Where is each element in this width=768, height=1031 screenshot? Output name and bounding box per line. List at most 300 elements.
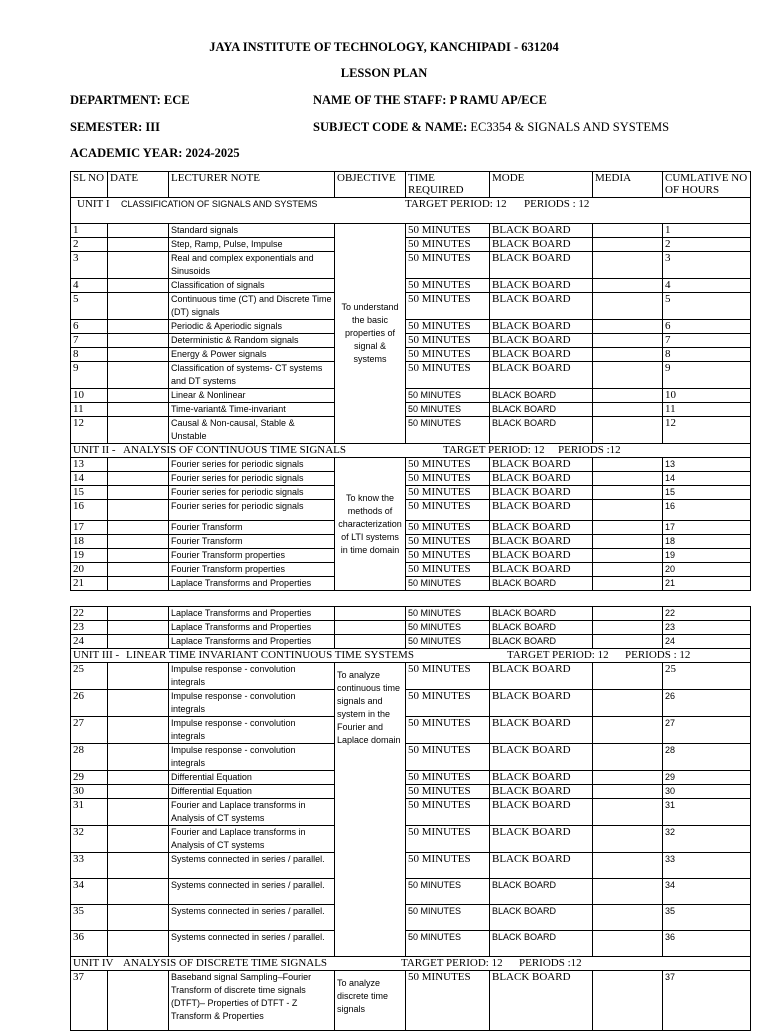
unit-target: TARGET PERIOD: 12	[443, 444, 545, 456]
table-row	[71, 486, 751, 500]
lecture-note: Causal & Non-causal, Stable & Unstable	[169, 417, 335, 444]
cumulative-hours: 35	[663, 905, 751, 931]
time-required: 50 MINUTES	[406, 472, 490, 486]
mode-cell: BLACK BOARD	[490, 348, 593, 362]
lecture-note: Fourier series for periodic signals	[169, 500, 335, 521]
unit-row	[71, 198, 751, 224]
sl-no: 17	[71, 521, 108, 535]
date-cell	[108, 717, 169, 744]
mode-cell: BLACK BOARD	[490, 320, 593, 334]
time-required: 50 MINUTES	[406, 224, 490, 238]
date-cell	[108, 535, 169, 549]
date-cell	[108, 853, 169, 879]
media-cell	[593, 931, 663, 957]
col-objective: OBJECTIVE	[335, 172, 406, 198]
media-cell	[593, 458, 663, 472]
lecture-note: Step, Ramp, Pulse, Impulse	[169, 238, 335, 252]
unit-row	[71, 444, 751, 458]
mode-cell: BLACK BOARD	[490, 334, 593, 348]
unit-title: UNIT III -	[73, 649, 120, 661]
media-cell	[593, 879, 663, 905]
sl-no: 5	[71, 293, 108, 320]
time-required: 50 MINUTES	[406, 320, 490, 334]
sl-no: 28	[71, 744, 108, 771]
media-cell	[593, 577, 663, 591]
time-required: 50 MINUTES	[406, 635, 490, 649]
col-cumulative: CUMLATIVE NO OF HOURS	[663, 172, 751, 198]
sl-no: 26	[71, 690, 108, 717]
lecture-note: Fourier Transform	[169, 535, 335, 549]
sl-no: 29	[71, 771, 108, 785]
media-cell	[593, 826, 663, 853]
media-cell	[593, 663, 663, 690]
cumulative-hours: 25	[663, 663, 751, 690]
date-cell	[108, 252, 169, 279]
cumulative-hours: 33	[663, 853, 751, 879]
sl-no: 30	[71, 785, 108, 799]
unit-heading	[71, 444, 751, 458]
table-row	[71, 320, 751, 334]
lesson-plan-table-1	[70, 171, 751, 591]
table-row	[71, 663, 751, 690]
media-cell	[593, 293, 663, 320]
time-required: 50 MINUTES	[406, 744, 490, 771]
time-required: 50 MINUTES	[406, 799, 490, 826]
date-cell	[108, 577, 169, 591]
time-required: 50 MINUTES	[406, 348, 490, 362]
unit-title: UNIT I	[77, 198, 110, 210]
unit-heading	[71, 649, 751, 663]
table-row	[71, 334, 751, 348]
media-cell	[593, 334, 663, 348]
department-label: DEPARTMENT: ECE	[70, 93, 190, 107]
cumulative-hours: 30	[663, 785, 751, 799]
time-required: 50 MINUTES	[406, 389, 490, 403]
mode-cell: BLACK BOARD	[490, 238, 593, 252]
unit-target: TARGET PERIOD: 12	[405, 198, 507, 210]
mode-cell: BLACK BOARD	[490, 905, 593, 931]
table-row	[71, 224, 751, 238]
mode-cell: BLACK BOARD	[490, 879, 593, 905]
time-required: 50 MINUTES	[406, 521, 490, 535]
time-required: 50 MINUTES	[406, 458, 490, 472]
media-cell	[593, 279, 663, 293]
date-cell	[108, 931, 169, 957]
time-required: 50 MINUTES	[406, 549, 490, 563]
date-cell	[108, 785, 169, 799]
mode-cell: BLACK BOARD	[490, 549, 593, 563]
sl-no: 14	[71, 472, 108, 486]
col-time: TIME REQUIRED	[406, 172, 490, 198]
cumulative-hours: 36	[663, 931, 751, 957]
table-row	[71, 472, 751, 486]
mode-cell: BLACK BOARD	[490, 971, 593, 1031]
lecture-note: Laplace Transforms and Properties	[169, 635, 335, 649]
date-cell	[108, 238, 169, 252]
date-cell	[108, 417, 169, 444]
lecture-note: Baseband signal Sampling–Fourier Transform of discrete time signals (DTFT)– Properties of DTFT - Z Transform & Properties	[169, 971, 335, 1031]
lecture-note: Fourier series for periodic signals	[169, 472, 335, 486]
cumulative-hours: 14	[663, 472, 751, 486]
date-cell	[108, 635, 169, 649]
lecture-note: Impulse response - convolution integrals	[169, 690, 335, 717]
media-cell	[593, 607, 663, 621]
lecture-note: Standard signals	[169, 224, 335, 238]
mode-cell: BLACK BOARD	[490, 744, 593, 771]
mode-cell: BLACK BOARD	[490, 931, 593, 957]
media-cell	[593, 549, 663, 563]
cumulative-hours: 17	[663, 521, 751, 535]
date-cell	[108, 744, 169, 771]
date-cell	[108, 486, 169, 500]
lecture-note: Deterministic & Random signals	[169, 334, 335, 348]
subject-code-name	[313, 120, 669, 135]
cumulative-hours: 19	[663, 549, 751, 563]
objective-cell: To analyze continuous time signals and system in the Fourier and Laplace domain	[335, 663, 406, 957]
media-cell	[593, 238, 663, 252]
sl-no: 35	[71, 905, 108, 931]
unit-1-heading	[71, 198, 751, 224]
media-cell	[593, 252, 663, 279]
subject-label: SUBJECT CODE & NAME:	[313, 120, 468, 134]
table-row	[71, 744, 751, 771]
time-required: 50 MINUTES	[406, 663, 490, 690]
lecture-note: Impulse response - convolution integrals	[169, 744, 335, 771]
table-header-row	[71, 172, 751, 198]
media-cell	[593, 905, 663, 931]
media-cell	[593, 717, 663, 744]
cumulative-hours: 15	[663, 486, 751, 500]
mode-cell: BLACK BOARD	[490, 472, 593, 486]
media-cell	[593, 521, 663, 535]
table-row	[71, 563, 751, 577]
sl-no: 18	[71, 535, 108, 549]
time-required: 50 MINUTES	[406, 334, 490, 348]
media-cell	[593, 853, 663, 879]
media-cell	[593, 389, 663, 403]
table-row	[71, 799, 751, 826]
date-cell	[108, 826, 169, 853]
table-row	[71, 577, 751, 591]
unit-periods: PERIODS : 12	[524, 198, 590, 210]
unit-periods: PERIODS :12	[519, 957, 582, 969]
cumulative-hours: 11	[663, 403, 751, 417]
media-cell	[593, 224, 663, 238]
cumulative-hours: 13	[663, 458, 751, 472]
mode-cell: BLACK BOARD	[490, 224, 593, 238]
cumulative-hours: 10	[663, 389, 751, 403]
time-required: 50 MINUTES	[406, 238, 490, 252]
mode-cell: BLACK BOARD	[490, 826, 593, 853]
media-cell	[593, 403, 663, 417]
media-cell	[593, 744, 663, 771]
mode-cell: BLACK BOARD	[490, 500, 593, 521]
table-row	[71, 521, 751, 535]
sl-no: 3	[71, 252, 108, 279]
unit-title: UNIT IV	[73, 957, 114, 969]
table-row	[71, 362, 751, 389]
unit-name: ANALYSIS OF DISCRETE TIME SIGNALS	[123, 957, 328, 969]
lecture-note: Time-variant& Time-invariant	[169, 403, 335, 417]
media-cell	[593, 320, 663, 334]
date-cell	[108, 293, 169, 320]
cumulative-hours: 23	[663, 621, 751, 635]
unit-name: CLASSIFICATION OF SIGNALS AND SYSTEMS	[121, 199, 318, 209]
table-row	[71, 500, 751, 521]
objective-cell: To understand the basic properties of signal & systems	[335, 224, 406, 444]
date-cell	[108, 334, 169, 348]
table-row	[71, 621, 751, 635]
unit-name: LINEAR TIME INVARIANT CONTINUOUS TIME SYSTEMS	[126, 649, 414, 661]
cumulative-hours: 4	[663, 279, 751, 293]
sl-no: 15	[71, 486, 108, 500]
sl-no: 36	[71, 931, 108, 957]
table-row	[71, 458, 751, 472]
sl-no: 23	[71, 621, 108, 635]
date-cell	[108, 771, 169, 785]
media-cell	[593, 535, 663, 549]
table-row	[71, 853, 751, 879]
sl-no: 27	[71, 717, 108, 744]
cumulative-hours: 24	[663, 635, 751, 649]
lesson-plan-table-2	[70, 606, 751, 1031]
objective-cell	[335, 635, 406, 649]
col-mode: MODE	[490, 172, 593, 198]
lecture-note: Laplace Transforms and Properties	[169, 577, 335, 591]
cumulative-hours: 7	[663, 334, 751, 348]
time-required: 50 MINUTES	[406, 362, 490, 389]
cumulative-hours: 32	[663, 826, 751, 853]
lecture-note: Impulse response - convolution integrals	[169, 663, 335, 690]
time-required: 50 MINUTES	[406, 279, 490, 293]
media-cell	[593, 486, 663, 500]
lecture-note: Energy & Power signals	[169, 348, 335, 362]
table-row	[71, 348, 751, 362]
lecture-note: Fourier Transform	[169, 521, 335, 535]
media-cell	[593, 563, 663, 577]
lecture-note: Systems connected in series / parallel.	[169, 905, 335, 931]
unit-periods: PERIODS : 12	[625, 649, 691, 661]
media-cell	[593, 771, 663, 785]
table-row	[71, 417, 751, 444]
date-cell	[108, 389, 169, 403]
date-cell	[108, 472, 169, 486]
time-required: 50 MINUTES	[406, 417, 490, 444]
date-cell	[108, 403, 169, 417]
lecture-note: Systems connected in series / parallel.	[169, 931, 335, 957]
cumulative-hours: 26	[663, 690, 751, 717]
mode-cell: BLACK BOARD	[490, 663, 593, 690]
date-cell	[108, 458, 169, 472]
time-required: 50 MINUTES	[406, 500, 490, 521]
table-row	[71, 879, 751, 905]
sl-no: 19	[71, 549, 108, 563]
mode-cell: BLACK BOARD	[490, 771, 593, 785]
lecture-note: Periodic & Aperiodic signals	[169, 320, 335, 334]
sl-no: 16	[71, 500, 108, 521]
media-cell	[593, 362, 663, 389]
table-row	[71, 771, 751, 785]
institute-title: JAYA INSTITUTE OF TECHNOLOGY, KANCHIPADI - 631204	[209, 40, 559, 54]
mode-cell: BLACK BOARD	[490, 563, 593, 577]
time-required: 50 MINUTES	[406, 535, 490, 549]
mode-cell: BLACK BOARD	[490, 785, 593, 799]
time-required: 50 MINUTES	[406, 905, 490, 931]
sl-no: 2	[71, 238, 108, 252]
sl-no: 7	[71, 334, 108, 348]
unit-row	[71, 649, 751, 663]
sl-no: 6	[71, 320, 108, 334]
mode-cell: BLACK BOARD	[490, 577, 593, 591]
media-cell	[593, 971, 663, 1031]
time-required: 50 MINUTES	[406, 879, 490, 905]
sl-no: 31	[71, 799, 108, 826]
col-note: LECTURER NOTE	[169, 172, 335, 198]
subject-value: EC3354 & SIGNALS AND SYSTEMS	[470, 120, 670, 134]
cumulative-hours: 3	[663, 252, 751, 279]
lecture-note: Differential Equation	[169, 785, 335, 799]
mode-cell: BLACK BOARD	[490, 607, 593, 621]
cumulative-hours: 5	[663, 293, 751, 320]
sl-no: 33	[71, 853, 108, 879]
objective-cell: To analyze discrete time signals	[335, 971, 406, 1031]
sl-no: 21	[71, 577, 108, 591]
mode-cell: BLACK BOARD	[490, 799, 593, 826]
mode-cell: BLACK BOARD	[490, 717, 593, 744]
time-required: 50 MINUTES	[406, 577, 490, 591]
sl-no: 10	[71, 389, 108, 403]
sl-no: 1	[71, 224, 108, 238]
unit-title: UNIT II -	[73, 444, 116, 456]
col-sl: SL NO	[71, 172, 108, 198]
date-cell	[108, 607, 169, 621]
mode-cell: BLACK BOARD	[490, 853, 593, 879]
date-cell	[108, 879, 169, 905]
cumulative-hours: 37	[663, 971, 751, 1031]
lecture-note: Impulse response - convolution integrals	[169, 717, 335, 744]
date-cell	[108, 362, 169, 389]
unit-row	[71, 957, 751, 971]
table-row	[71, 635, 751, 649]
time-required: 50 MINUTES	[406, 252, 490, 279]
time-required: 50 MINUTES	[406, 293, 490, 320]
lecture-note: Fourier series for periodic signals	[169, 458, 335, 472]
table-row	[71, 293, 751, 320]
time-required: 50 MINUTES	[406, 403, 490, 417]
mode-cell: BLACK BOARD	[490, 690, 593, 717]
lecture-note: Linear & Nonlinear	[169, 389, 335, 403]
sl-no: 8	[71, 348, 108, 362]
objective-cell: To know the methods of characterization of LTI systems in time domain	[335, 458, 406, 591]
mode-cell: BLACK BOARD	[490, 535, 593, 549]
table-row	[71, 549, 751, 563]
cumulative-hours: 8	[663, 348, 751, 362]
lecture-note: Continuous time (CT) and Discrete Time (DT) signals	[169, 293, 335, 320]
cumulative-hours: 31	[663, 799, 751, 826]
time-required: 50 MINUTES	[406, 826, 490, 853]
mode-cell: BLACK BOARD	[490, 252, 593, 279]
mode-cell: BLACK BOARD	[490, 621, 593, 635]
date-cell	[108, 971, 169, 1031]
lesson-plan-title: LESSON PLAN	[340, 66, 428, 80]
table-row	[71, 389, 751, 403]
mode-cell: BLACK BOARD	[490, 486, 593, 500]
mode-cell: BLACK BOARD	[490, 521, 593, 535]
date-cell	[108, 663, 169, 690]
cumulative-hours: 22	[663, 607, 751, 621]
table-row	[71, 535, 751, 549]
media-cell	[593, 690, 663, 717]
semester-label: SEMESTER: III	[70, 120, 160, 134]
mode-cell: BLACK BOARD	[490, 293, 593, 320]
date-cell	[108, 905, 169, 931]
mode-cell: BLACK BOARD	[490, 635, 593, 649]
table-row	[71, 607, 751, 621]
cumulative-hours: 1	[663, 224, 751, 238]
time-required: 50 MINUTES	[406, 690, 490, 717]
time-required: 50 MINUTES	[406, 931, 490, 957]
date-cell	[108, 348, 169, 362]
time-required: 50 MINUTES	[406, 563, 490, 577]
sl-no: 13	[71, 458, 108, 472]
sl-no: 25	[71, 663, 108, 690]
mode-cell: BLACK BOARD	[490, 389, 593, 403]
time-required: 50 MINUTES	[406, 607, 490, 621]
mode-cell: BLACK BOARD	[490, 362, 593, 389]
academic-year-label: ACADEMIC YEAR: 2024-2025	[70, 146, 240, 160]
sl-no: 32	[71, 826, 108, 853]
lecture-note: Laplace Transforms and Properties	[169, 621, 335, 635]
table-row	[71, 826, 751, 853]
lecture-note: Laplace Transforms and Properties	[169, 607, 335, 621]
time-required: 50 MINUTES	[406, 771, 490, 785]
media-cell	[593, 635, 663, 649]
objective-cell	[335, 621, 406, 635]
time-required: 50 MINUTES	[406, 853, 490, 879]
time-required: 50 MINUTES	[406, 486, 490, 500]
cumulative-hours: 28	[663, 744, 751, 771]
cumulative-hours: 12	[663, 417, 751, 444]
date-cell	[108, 521, 169, 535]
lecture-note: Real and complex exponentials and Sinusoids	[169, 252, 335, 279]
sl-no: 24	[71, 635, 108, 649]
cumulative-hours: 34	[663, 879, 751, 905]
sl-no: 34	[71, 879, 108, 905]
unit-target: TARGET PERIOD: 12	[507, 649, 609, 661]
lecture-note: Fourier Transform properties	[169, 549, 335, 563]
media-cell	[593, 417, 663, 444]
time-required: 50 MINUTES	[406, 971, 490, 1031]
objective-cell	[335, 607, 406, 621]
media-cell	[593, 472, 663, 486]
table-row	[71, 252, 751, 279]
mode-cell: BLACK BOARD	[490, 279, 593, 293]
date-cell	[108, 279, 169, 293]
media-cell	[593, 621, 663, 635]
sl-no: 9	[71, 362, 108, 389]
unit-periods: PERIODS :12	[558, 444, 621, 456]
table-row	[71, 905, 751, 931]
lecture-note: Differential Equation	[169, 771, 335, 785]
col-date: DATE	[108, 172, 169, 198]
cumulative-hours: 18	[663, 535, 751, 549]
unit-target: TARGET PERIOD: 12	[401, 957, 503, 969]
table-row	[71, 690, 751, 717]
sl-no: 11	[71, 403, 108, 417]
sl-no: 22	[71, 607, 108, 621]
staff-label: NAME OF THE STAFF: P RAMU AP/ECE	[313, 93, 547, 107]
sl-no: 12	[71, 417, 108, 444]
